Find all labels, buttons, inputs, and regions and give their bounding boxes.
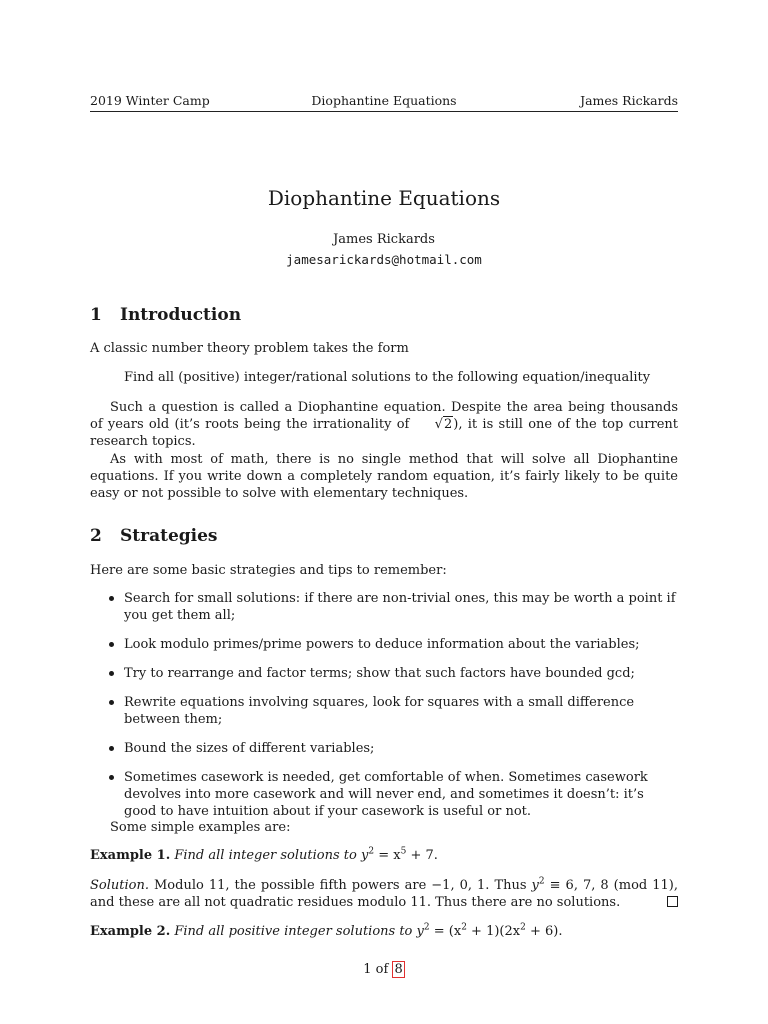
intro-paragraph-1: A classic number theory problem takes the form bbox=[90, 341, 409, 356]
section-number: 1 bbox=[90, 305, 102, 325]
intro-display-statement: Find all (positive) integer/rational solutions to the following equation/inequality bbox=[124, 370, 651, 385]
section-title: Introduction bbox=[120, 305, 242, 325]
page-footer: 1 of 8 bbox=[363, 962, 403, 977]
list-item: Bound the sizes of different variables; bbox=[108, 740, 678, 757]
example-1 bbox=[90, 847, 678, 864]
header-right: James Rickards bbox=[580, 93, 678, 108]
author-email[interactable]: jamesarickards@hotmail.com bbox=[286, 252, 482, 267]
bullet-icon bbox=[109, 596, 114, 601]
list-item: Sometimes casework is needed, get comfortable of when. Sometimes casework devolves into more casework and will never end, and sometimes it doesn’t: it’s good to have intuition about if your casework is useful or not. bbox=[108, 769, 678, 820]
total-pages-link[interactable]: 8 bbox=[394, 962, 403, 977]
sqrt-argument: 2 bbox=[443, 417, 453, 432]
solution-label: Solution. bbox=[90, 878, 149, 893]
intro-p2-text-a: Such a question is called a Diophantine equation. Despite the area being thousands of years old (it’s roots being the irrationality of bbox=[90, 400, 678, 432]
example-label: Example 1. bbox=[90, 848, 171, 863]
section-heading-strategies bbox=[90, 526, 218, 546]
strategies-intro: Here are some basic strategies and tips to remember: bbox=[90, 563, 447, 578]
sqrt-symbol: √2 bbox=[434, 417, 453, 432]
header-center: Diophantine Equations bbox=[311, 93, 457, 108]
example-label: Example 2. bbox=[90, 924, 171, 939]
list-item: Look modulo primes/prime powers to deduce information about the variables; bbox=[108, 636, 678, 653]
section-title: Strategies bbox=[120, 526, 218, 546]
running-header bbox=[90, 93, 678, 112]
example-text: Find all integer solutions to bbox=[174, 848, 357, 863]
intro-paragraph-2 bbox=[90, 399, 678, 450]
bullet-icon bbox=[109, 642, 114, 647]
examples-intro: Some simple examples are: bbox=[110, 820, 291, 835]
intro-paragraph-3: As with most of math, there is no single method that will solve all Diophantine equations. If you write down a completely random equation, it’s fairly likely to be quite easy or not possible to solve with elementary techniques. bbox=[90, 452, 678, 501]
document-title: Diophantine Equations bbox=[267, 186, 501, 210]
list-item: Search for small solutions: if there are non-trivial ones, this may be worth a point if you get them all; bbox=[108, 590, 678, 624]
solution-1: Solution. Modulo 11, the possible fifth powers are −1, 0, 1. Thus $y^2 \equiv 6$, 7, 8 (mod 11), and these are all not quadratic residues modulo 11. Thus there are no solutions. bbox=[90, 876, 678, 910]
equation: $y^2 = (x^2 + 1)(2x^2 + 6)$. bbox=[416, 922, 563, 939]
intro-p2-text-b: ), it is still one of the top current research topics. bbox=[90, 417, 678, 449]
bullet-icon bbox=[109, 775, 114, 780]
example-2 bbox=[90, 923, 678, 940]
page-number: 1 bbox=[363, 962, 372, 977]
equation: $y^2 = x^5 + 7$. bbox=[361, 846, 438, 863]
example-text: Find all positive integer solutions to bbox=[174, 924, 413, 939]
bullet-icon bbox=[109, 746, 114, 751]
bullet-icon bbox=[109, 671, 114, 676]
qed-icon bbox=[667, 896, 678, 907]
section-heading-introduction bbox=[90, 305, 241, 325]
author-name: James Rickards bbox=[333, 232, 435, 247]
section-number: 2 bbox=[90, 526, 102, 546]
header-left: 2019 Winter Camp bbox=[90, 93, 210, 108]
list-item: Try to rearrange and factor terms; show that such factors have bounded gcd; bbox=[108, 665, 678, 682]
bullet-icon bbox=[109, 700, 114, 705]
strategies-list bbox=[108, 590, 678, 832]
list-item: Rewrite equations involving squares, look for squares with a small difference between them; bbox=[108, 694, 678, 728]
